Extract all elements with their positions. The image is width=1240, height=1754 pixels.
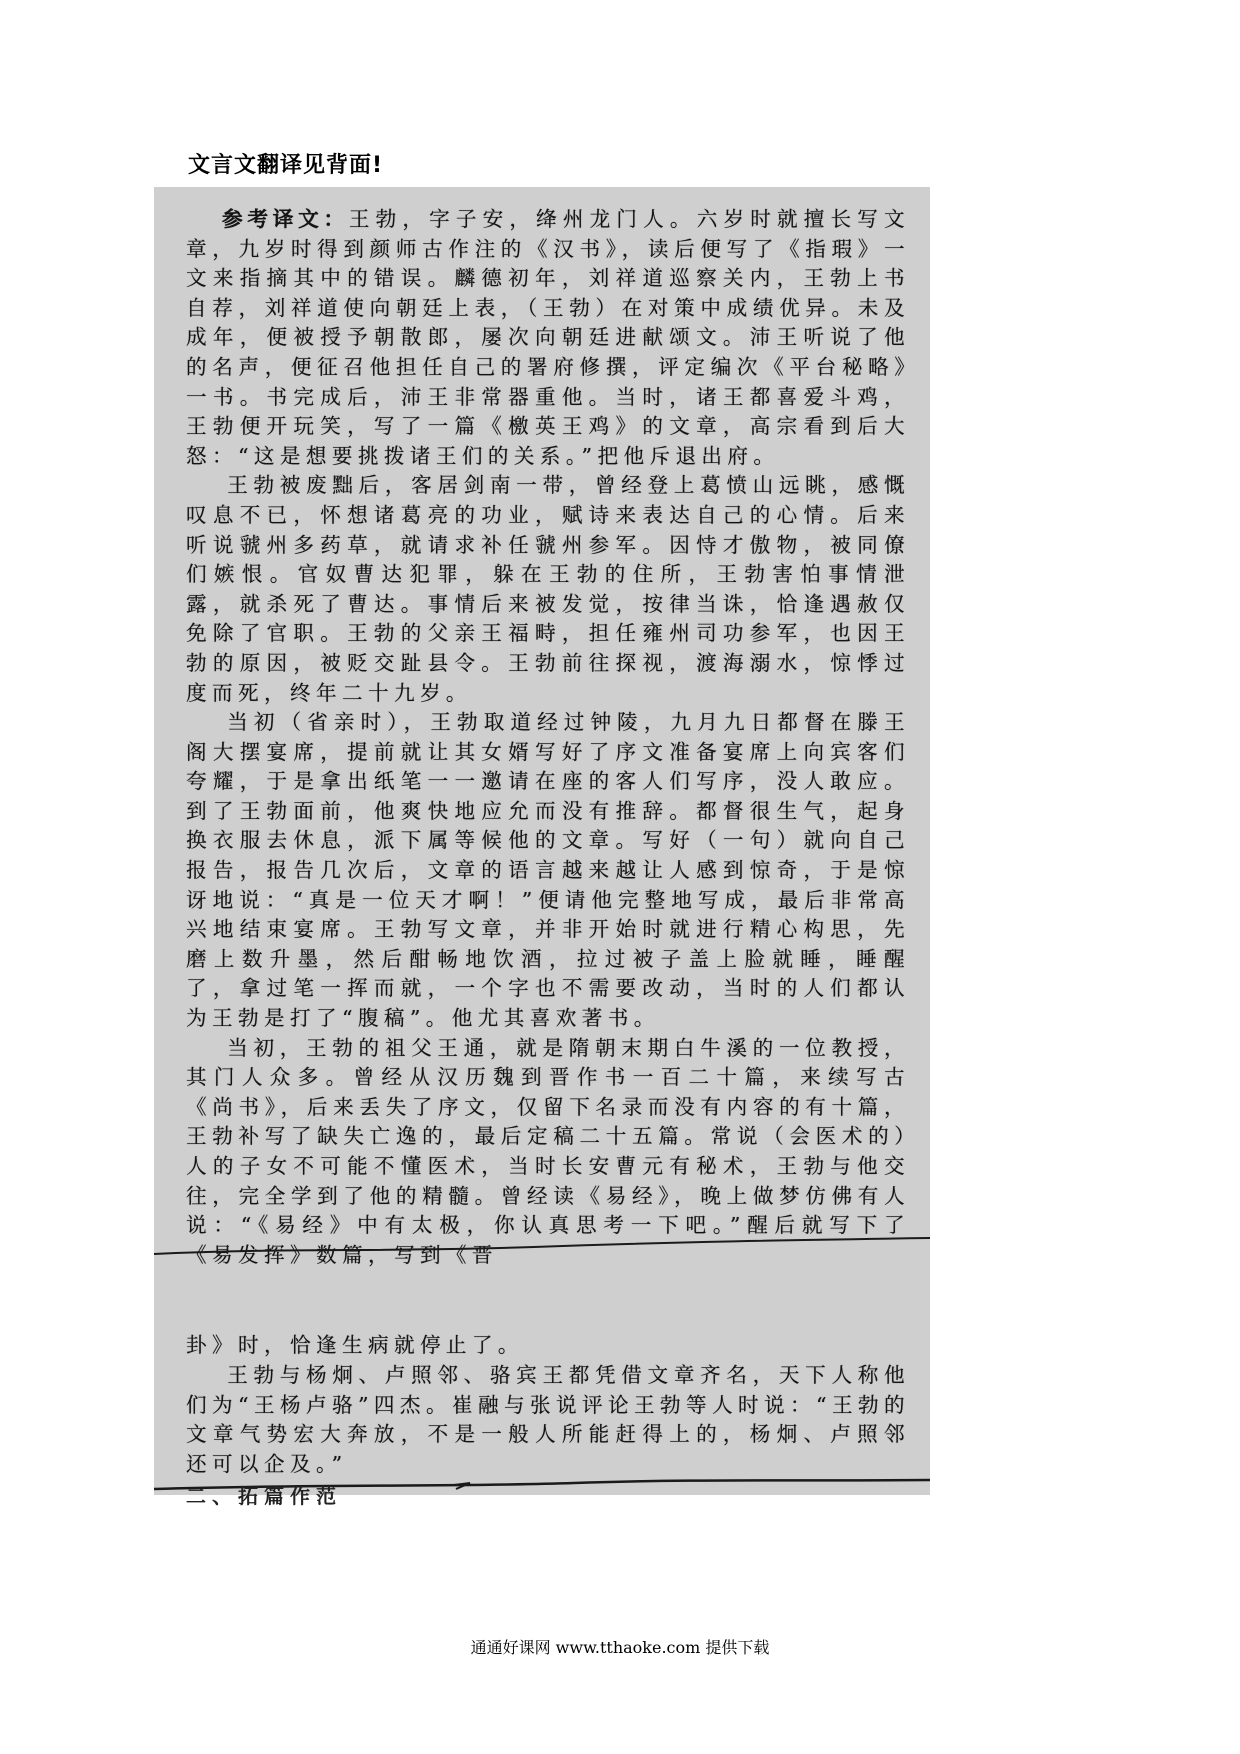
translation-paragraph-4-continued: 卦》时，恰逢生病就停止了。: [186, 1333, 524, 1358]
cut-off-next-section-heading: 二、拓篇作范: [186, 1484, 342, 1508]
handwritten-divider-line: [154, 1238, 930, 1258]
translation-paragraph-5: 王勃与杨炯、卢照邻、骆宾王都凭借文章齐名，天下人称他们为“王杨卢骆”四杰。崔融与张说评论王勃等人时说：“王勃的文章气势宏大奔放，不是一般人所能赶得上的，杨炯、卢照邻还可以企及。”: [186, 1362, 910, 1476]
paragraph-1-text: 王勃，字子安，绛州龙门人。六岁时就擅长写文章，九岁时得到颜师古作注的《汉书》，读后便写了《指瑕》一文来指摘其中的错误。麟德初年，刘祥道巡察关内，王勃上书自荐，刘祥道使向朝廷上表，（王勃）在对策中成绩优异。未及成年，便被授予朝散郎，屡次向朝廷进献颂文。沛王听说了他的名声，便征召他担任自己的署府修撰，评定编次《平台秘略》一书。书完成后，沛王非常器重他。当时，诸王都喜爱斗鸡，王勃便开玩笑，写了一篇《檄英王鸡》的文章，高宗看到后大怒：“这是想要挑拨诸王们的关系。”把他斥退出府。: [186, 207, 911, 468]
translation-text-block: [186, 205, 910, 1479]
translation-paragraph-1: [186, 205, 910, 471]
translation-paragraph-4: 当初，王勃的祖父王通，就是隋朝末期白牛溪的一位教授，其门人众多。曾经从汉历魏到晋作书一百二十篇，来续写古《尚书》，后来丢失了序文，仅留下名录而没有内容的有十篇，王勃补写了缺失亡逸的，最后定稿二十五篇。常说（会医术的）人的子女不可能不懂医术，当时长安曹元有秘术，王勃与他交往，完全学到了他的精髓。曾经读《易经》，晚上做梦仿佛有人说：“《易经》中有太极，你认真思考一下吧。”醒后就写下了《易发挥》数篇，写到《晋: [186, 1035, 910, 1267]
download-footer: 通通好课网 www.tthaoke.com 提供下载: [470, 1638, 770, 1657]
translation-label: 参考译文：: [222, 207, 349, 231]
page-heading: 文言文翻译见背面!: [188, 153, 384, 178]
translation-paragraph-3: 当初（省亲时），王勃取道经过钟陵，九月九日都督在滕王阁大摆宴席，提前就让其女婿写好了序文准备宴席上向宾客们夸耀，于是拿出纸笔一一邀请在座的客人们写序，没人敢应。到了王勃面前，他爽快地应允而没有推辞。都督很生气，起身换衣服去休息，派下属等候他的文章。写好（一句）就向自己报告，报告几次后，文章的语言越来越让人感到惊奇，于是惊讶地说：“真是一位天才啊！”便请他完整地写成，最后非常高兴地结束宴席。王勃写文章，并非开始时就进行精心构思，先磨上数升墨，然后酣畅地饮酒，拉过被子盖上脸就睡，睡醒了，拿过笔一挥而就，一个字也不需要改动，当时的人们都认为王勃是打了“腹稿”。他尤其喜欢著书。: [186, 710, 910, 1031]
scanned-translation-image: [154, 187, 930, 1508]
translation-paragraph-2: 王勃被废黜后，客居剑南一带，曾经登上葛愤山远眺，感慨叹息不已，怀想诸葛亮的功业，赋诗来表达自己的心情。后来听说虢州多药草，就请求补任虢州参军。因恃才傲物，被同僚们嫉恨。官奴曹达犯罪，躲在王勃的住所，王勃害怕事情泄露，就杀死了曹达。事情后来被发觉，按律当诛，恰逢遇赦仅免除了官职。王勃的父亲王福畤，担任雍州司功参军，也因王勃的原因，被贬交趾县令。王勃前往探视，渡海溺水，惊悸过度而死，终年二十九岁。: [186, 473, 910, 705]
